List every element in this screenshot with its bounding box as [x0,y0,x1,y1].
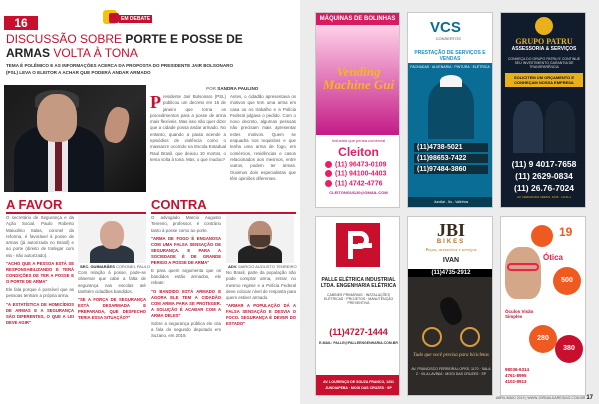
ad2-services: FACHADAS · ALVENARIA · PINTURA · ELÉTRICA [410,65,490,69]
ad-otica[interactable] [500,216,586,396]
byline-prefix: POR [206,86,216,91]
ad2-phone-1: (11)4738-5021 [414,143,488,152]
phone-icon [325,180,332,187]
ad4-phone: (11)4727-1444 [329,327,388,337]
ad6-contact-2: 4761-8995 [505,373,527,378]
ad2-phone-2: (11)98653-7422 [414,154,488,163]
ad3-cta: SOLICITEM UM ORÇAMENTO E CONHEÇAM NOSSA EMPRESA [505,73,583,87]
favor-text-2: Com relação à posse, pode-se observar que cabe a falta de segurança nas escolas até também cidadãos bandidos. [78,270,146,294]
portrait-beard [250,235,270,247]
ad1-phone-3 [319,180,398,187]
logo-stroke-e [358,243,372,248]
intro-column-1 [150,94,226,194]
favor-portrait [78,215,146,263]
ad2-phone-3: (11)97484-3860 [414,165,488,174]
ad2-logo-text: VCS [430,19,461,36]
ad2-phones [414,143,488,176]
favor-column-2 [78,270,146,400]
ad6-model-face [505,247,541,299]
footer-page-number: 17 [586,395,593,401]
ad5-tagline: Tudo que você precisa para bicicletas [413,353,489,358]
ad1-name: Cleiton [338,145,379,159]
logo-glove-red-icon [109,13,119,23]
ad5-sub: BIKES [436,239,466,245]
contra-quote-2: "O BANDIDO ESTÁ ARMADO E AGORA ELE TEM A CIDADÃO COM ARMA PARA SE PROTEGER. A SOLUÇÃO É ACABAR COM A ARMA DELES" [151,288,221,318]
contra-text-2: No Brasil, parte da população não pode comprar arma, entrar no mesmo regime e a Polícia Federal deve colocar nível de resposta para quem estiver armado. [226,270,296,301]
ad6-years: 19 [559,225,573,239]
intro-text-2: Antes, o cidadão apresentava os motivos que tem uma arma em casa ou no trabalho e a Polícia Federal julgava o pedido. Com o novo decreto, algumas pessoas não precisam mais apresentar estes motivos. Quem se enquadra nos requisitos e que tenha uma arma de fogo, em comércios, residências e casos relacionados aos mesmos, entre outros, podem ter armas. Ouvimos dois especialistas que têm opiniões diferentes. [230,94,296,181]
right-page-footer [496,395,593,401]
ad1-phone-2-text: (11) 94100-4403 [335,170,387,178]
ad6-contacts [505,367,583,385]
ad3-phone-1: (11) 9 4017-7658 [511,159,577,169]
caption-strong: SEC. GUIMARÃES [80,264,115,269]
ad1-phone-1 [319,161,398,168]
title-line1-pre: DISCUSSÃO SOBRE [6,32,123,46]
contra-column-2 [226,270,296,400]
article-title [6,32,296,60]
ad3-phone-3: (11) 26.76-7024 [513,183,575,193]
ad-jbi-bikes[interactable] [407,216,493,396]
right-page [300,0,599,404]
title-line2-red: VOLTA À TONA [53,46,138,60]
ad5-footer: AV. FRANCISCO FERREIRA LOPES, 1170 · SALA 2 · VILA LAVÍNIA · MOGI DAS CRUZES · SP [411,367,491,376]
favor-rule [6,212,146,214]
ad3-blurb: CONHEÇA DO GRUPO PATRU E CONTINUE SEU INVESTIMENTO GARANTIA DE TRANSPARÊNCIA [507,57,581,69]
ad1-top-bar: MÁQUINAS DE BOLINHAS [316,13,399,25]
ad1-tagline: Indústria que pensa comercial [331,138,386,143]
ad3-address: AV. FERNANDO ARENS, 1045 · LOJA 1 [517,195,571,199]
contra-quote-1: "ARMA DE FOGO É ENGANOSA COM UMA FALSA SENSAÇÃO DE SEGURANÇA. E PARA A SOCIEDADE É DE GRANDE PERIGO A POSSE DE ARMA" [151,235,221,265]
contra-text-1c: Sobre a segurança pública ele cita a fala do segundo deputado em Suzano, em 2019. [151,320,221,339]
contra-portrait [226,215,294,263]
page-number: 16 [4,16,38,30]
ad3-phone-2: (11) 2629-0834 [515,171,573,181]
favor-portrait-caption [80,264,150,269]
contra-text-1b: E para quem argumenta que os bandidos estão armados, ele rebate: [151,267,221,286]
caption-rest: MARCIO AUGUSTO TENREIRO [238,264,297,269]
favor-quote-1: "ACHO QUE A PESSOA ESTÁ SE RESPONSABILIZANDO E TERÁ CONDIÇÕES DE TER A POSSE E O PORTE DE ARMA" [6,261,74,285]
ad2-logo [430,19,461,41]
helmet-icon [440,75,462,87]
favor-text-1: O secretário de Segurança e da Ação Social, Paulo Roberto Maiuolino Salas, coronel da reforma, é favorável à posse de armas (já autorizada no Brasil) e ao porte (direito de trafegar com ela - não autorizado). [6,215,74,258]
favor-column-1 [6,215,74,401]
ad4-email: E-MAIL: PALLE@PALLEENGENHARIA.COM.BR [319,341,398,345]
ad2-header [408,13,492,49]
ad3-brand-text: GRUPO PATRU [515,37,573,46]
ad6-contact-1: 98036-6314 [505,367,530,372]
ad3-brand-sub: ASSESSORIA & SERVIÇOS [511,46,577,52]
title-line2-strong: ARMAS [6,46,50,60]
ad6-price-2: 280 [529,325,557,353]
ad6-contact-3: 4102-8913 [505,379,527,384]
whatsapp-icon [325,161,332,168]
patru-badge-icon [535,17,553,35]
photo-head [37,94,77,142]
photo-hand [102,105,133,145]
favor-quote-3: "SE A FORÇA DE SEGURANÇA ESTÁ DESARMADA E PREPARADA, QUE DESFECHO TERIA ESSA SITUAÇÃO?" [78,297,146,321]
ad6-lenses: Óculos Visão Simples [505,309,534,319]
person-1 [513,101,543,153]
title-line1-post: PORTE E POSSE DE [125,32,243,46]
ad4-address: AV. LOURENÇO DE SOUZA FRANCO, 1231 JUNDIAPEBA · MOGI DAS CRUZES · SP [316,375,400,396]
ad6-price-3: 380 [555,335,583,363]
ad1-contact [316,135,400,208]
intro-dropcap: P [150,94,161,112]
ad-vcs-services[interactable] [407,12,493,208]
wheel-front [422,327,442,347]
ad-palle-eletrica[interactable] [315,216,400,396]
ad2-logo-sub: CONSERTOS [435,36,461,41]
ad1-phone-1-text: (11) 96473-0109 [335,161,387,169]
ad4-services: CABINES PRIMÁRIAS · INSTALAÇÕES ELÉTRICAS · PROJETOS · MANUTENÇÃO PREVENTIVA [323,293,394,305]
byline [206,86,258,91]
ad2-worker-image [428,81,474,139]
ad2-footer: Jundiaí - Itu - Valinhos [408,197,493,207]
person-2 [545,101,575,153]
bicycle-icon [420,287,482,347]
favor-quote-2: "A ESTATÍSTICA DE HOMICÍDIOS DE ARMAS E A SEGURANÇA SÃO DIFERENTES, O QUE A LEI DEVE AGIR" [6,301,74,325]
glasses-icon [507,263,539,271]
intro-column-2 [230,94,296,194]
footer-text: ABRIL/MAIO 2019 | WWW.JORNALDAREGIAO.COM.BR [495,396,586,400]
ad6-price-1: 500 [553,267,581,295]
favor-text-1b: Ele fala porque é possível que as pessoas tenham a própria arma. [6,287,74,299]
ad5-logo: JBI [436,220,465,240]
whatsapp-icon [325,170,332,177]
photo-tie [55,141,62,191]
ad1-script-title: Vending Machine Gui [322,64,395,92]
section-logo [103,9,157,25]
intro-text-1: residente Jair Bolsonaro (PSL) publicou um decreto em 15 de janeiro que torna os procedimentos para a posse de arma mais flexíveis. Mas isso não quer dizer que a cidade possa andar armado. No entanto, quando a pauta acende a episódios de violência como o massacre ocorrido na Escola Estadual Raul Brasil, que deixou 10 mortos, o tema volta à tona. Mas, o que mudou? [150,94,226,162]
ad5-slogan: Peças, acessórios e serviços [425,247,477,252]
ad1-phone-2 [319,170,398,177]
caption-strong: ADV. [228,264,238,269]
contra-text-1: O advogado Marcio Augusto Tenreiro, professor, é contrário tanto à posse como ao porte. [151,215,221,233]
section-tag: EM DEBATE [121,16,151,22]
favor-heading: A FAVOR [6,197,63,212]
ad3-people-image [511,95,577,153]
caption-rest: CORONEL PAULO [116,264,151,269]
ad2-headline: PRESTAÇÃO DE SERVIÇOS E VENDAS [408,49,492,63]
byline-name: SANDRA PAULINO [217,86,259,91]
ad6-brand: Ótica [543,253,564,262]
bolsonaro-photo [4,85,146,192]
contra-quote-3: "ARMAR A POPULAÇÃO DÁ A FALSA SENSAÇÃO E DESVIA O FOCO. SEGURANÇA É DEVER DO ESTADO" [226,303,296,327]
ad5-header [408,217,493,269]
ad5-name: IVAN [442,257,460,264]
portrait-face [100,221,124,249]
ad5-phone: (11)4735-2912 [408,269,493,277]
contra-column-1 [151,215,221,401]
rider-silhouette [437,295,465,328]
ad1-phone-3-text: (11) 4742-4776 [335,180,383,188]
contra-rule [151,212,296,214]
ad-grupo-patru[interactable] [500,12,586,208]
contra-portrait-caption [228,264,297,269]
anniversary-ring-icon [531,225,553,247]
article-subtitle: TEMA É POLÊMICO E AS INFORMAÇÕES ACERCA DA PROPOSTA DO PRESIDENTE JAIR BOLSONARO (PSL) LEVA O ELEITOR A ACHAR QUE PODERÁ ANDAR ARMADO [6,63,234,75]
ad3-brand [501,37,586,52]
contra-heading: CONTRA [151,197,207,212]
ad4-title: PALLE ELÉTRICA INDUSTRIAL LTDA. ENGENHARIA ELÉTRICA [320,277,397,289]
ad-vending-machine[interactable] [315,12,400,208]
ad1-email: CLEITONGUI120@GMAIL.COM [329,190,388,196]
wheel-rear [460,327,480,347]
palle-logo-icon [336,223,380,267]
